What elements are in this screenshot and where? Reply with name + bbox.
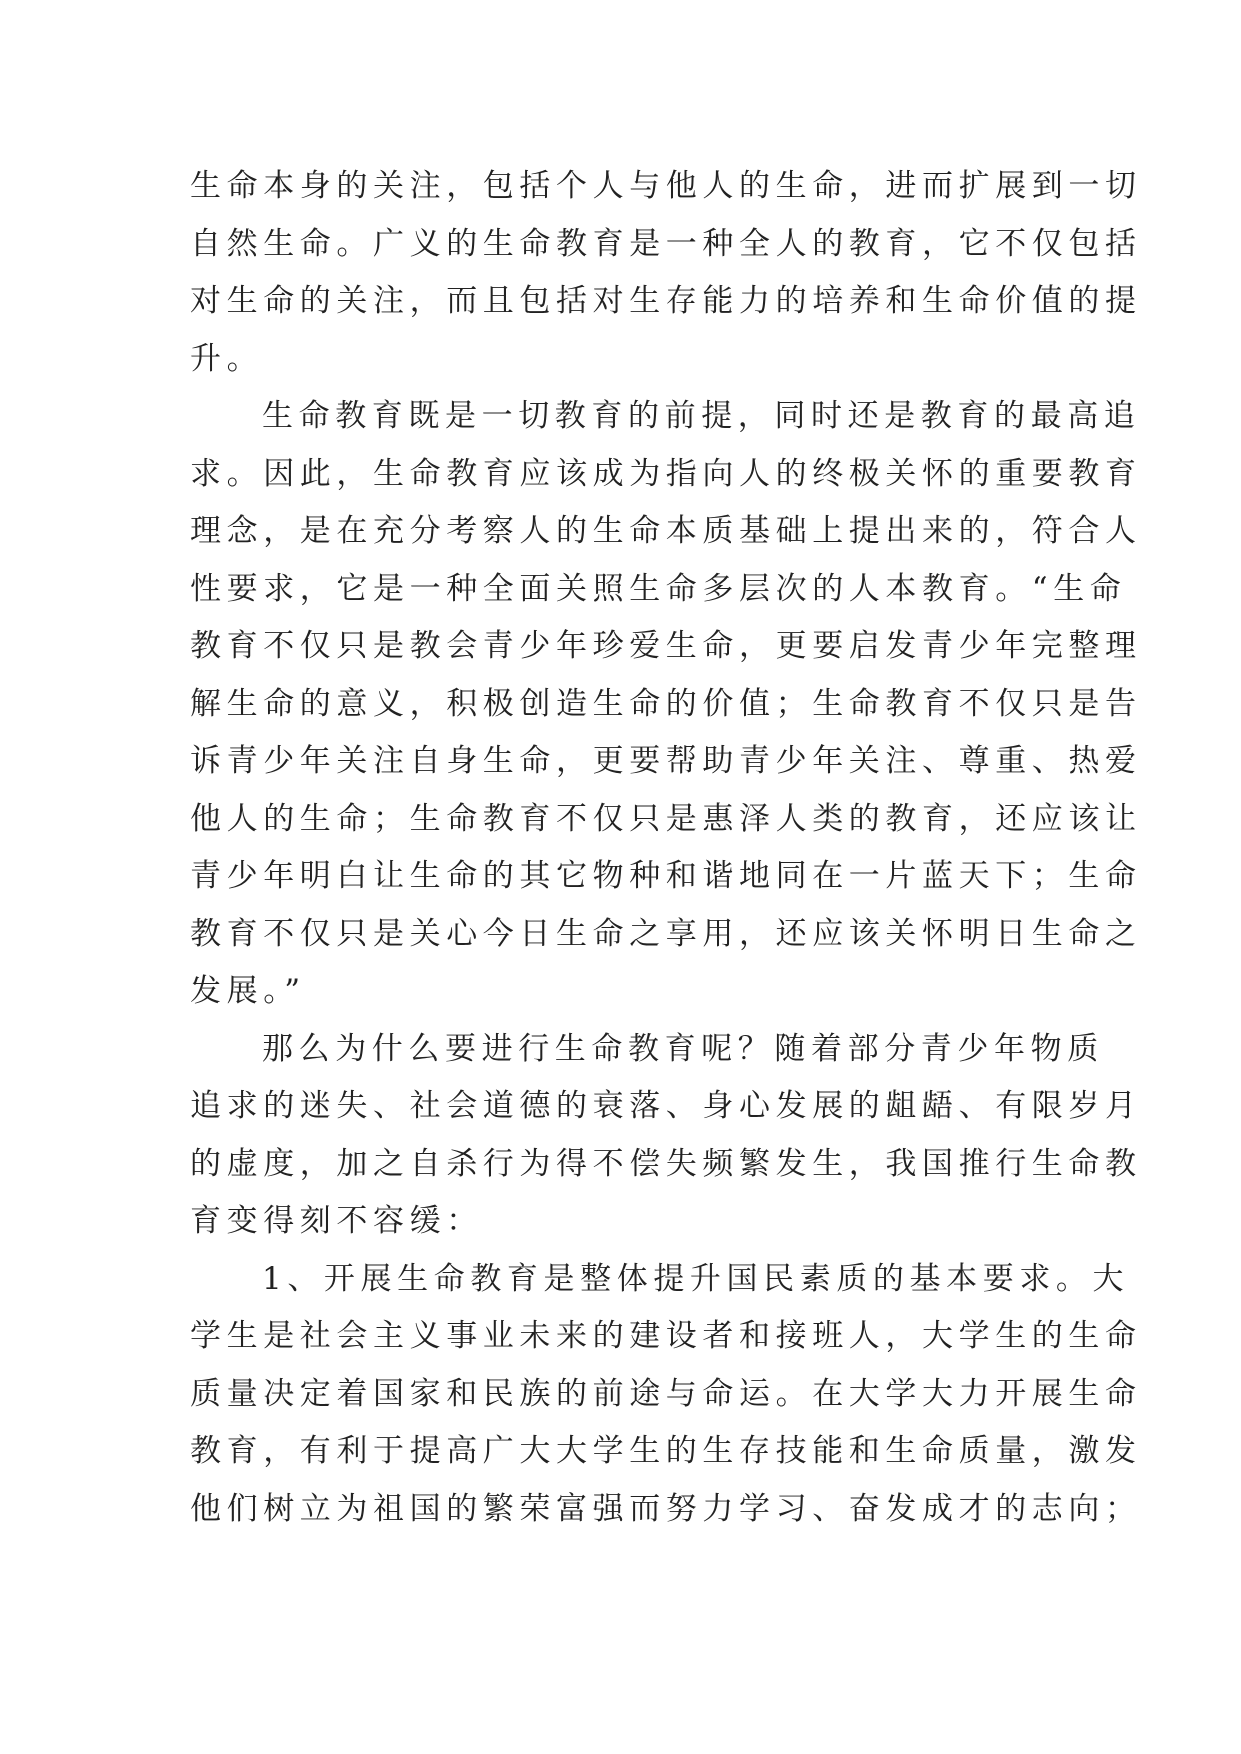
text-line: 自然生命。广义的生命教育是一种全人的教育，它不仅包括 [190,225,1142,262]
text-line: 追求的迷失、社会道德的衰落、身心发展的龃龉、有限岁月 [190,1088,1142,1124]
text-line: 教育，有利于提高广大大学生的生存技能和生命质量，激发 [190,1433,1142,1469]
text-line: 性要求，它是一种全面关照生命多层次的人本教育。“生命 [190,570,1127,607]
text-line: 教育不仅只是教会青少年珍爱生命，更要启发青少年完整理 [190,628,1142,664]
paragraph-first-line: 生命教育既是一切教育的前提，同时还是教育的最高追 [262,398,1141,434]
text-line: 解生命的意义，积极创造生命的价值；生命教育不仅只是告 [190,685,1142,722]
paragraph-first-line: 1、开展生命教育是整体提升国民素质的基本要求。大 [262,1260,1130,1297]
text-line: 生命本身的关注，包括个人与他人的生命，进而扩展到一切 [190,168,1142,204]
text-line: 升。 [190,340,264,377]
text-line: 理念，是在充分考察人的生命本质基础上提出来的，符合人 [190,513,1142,549]
text-line: 学生是社会主义事业未来的建设者和接班人，大学生的生命 [190,1318,1142,1354]
text-line: 教育不仅只是关心今日生命之享用，还应该关怀明日生命之 [190,915,1142,952]
paragraph-first-line: 那么为什么要进行生命教育呢？随着部分青少年物质 [262,1030,1104,1067]
text-line: 质量决定着国家和民族的前途与命运。在大学大力开展生命 [190,1375,1142,1412]
text-line: 诉青少年关注自身生命，更要帮助青少年关注、尊重、热爱 [190,743,1142,779]
document-body-text [190,158,1142,1538]
text-line: 发展。” [190,973,306,1009]
text-line: 育变得刻不容缓： [190,1203,483,1239]
text-line: 求。因此，生命教育应该成为指向人的终极关怀的重要教育 [190,455,1142,492]
text-line: 他们树立为祖国的繁荣富强而努力学习、奋发成才的志向； [190,1490,1142,1527]
text-line: 的虚度，加之自杀行为得不偿失频繁发生，我国推行生命教 [190,1145,1142,1182]
text-line: 对生命的关注，而且包括对生存能力的培养和生命价值的提 [190,283,1142,319]
text-line: 他人的生命；生命教育不仅只是惠泽人类的教育，还应该让 [190,800,1142,837]
text-line: 青少年明白让生命的其它物种和谐地同在一片蓝天下；生命 [190,858,1142,894]
